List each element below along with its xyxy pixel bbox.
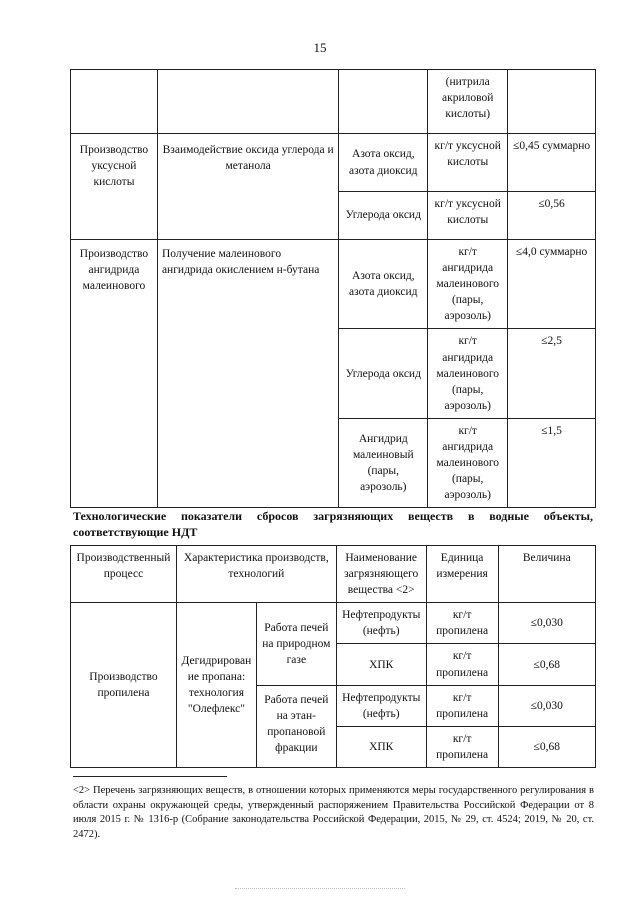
table-header-row	[71, 546, 596, 603]
page-number: 15	[313, 40, 327, 55]
table-row	[71, 134, 596, 192]
value-cell: ≤1,5	[508, 418, 596, 507]
substance-cell: Углерода оксид	[339, 192, 428, 240]
substance-cell: Нефтепродукты (нефть)	[336, 685, 426, 726]
value-cell: ≤0,030	[498, 603, 595, 644]
header-value: Величина	[498, 546, 595, 603]
substance-cell: Азота оксид, азота диоксид	[339, 134, 428, 192]
substance-cell: ХПК	[336, 726, 426, 767]
section-heading-line2: соответствующие НДТ	[73, 525, 198, 540]
unit-cell: кг/т ангидрида малеинового (пары, аэрозоль)	[428, 240, 508, 329]
technology-cell: Получение малеинового ангидрида окислением н-бутана	[157, 240, 338, 508]
discharges-table	[70, 545, 596, 768]
process-cell: Производство пропилена	[71, 603, 177, 768]
header-process: Производственный процесс	[71, 546, 177, 603]
table-row	[71, 70, 596, 134]
value-cell: ≤4,0 суммарно	[508, 240, 596, 329]
unit-cell: кг/т пропилена	[426, 685, 498, 726]
unit-cell: кг/т пропилена	[426, 644, 498, 685]
header-technology: Характеристика производств, технологий	[176, 546, 336, 603]
page-edge-marks	[235, 888, 405, 889]
substance-cell: Азота оксид, азота диоксид	[339, 240, 428, 329]
table-row	[71, 240, 596, 329]
header-substance: Наименование загрязняющего вещества <2>	[336, 546, 426, 603]
technology-cell: Дегидрирован ие пропана: технология "Олефлекс"	[176, 603, 256, 768]
technology-cell: Взаимодействие оксида углерода и метанола	[157, 134, 338, 240]
table-row	[71, 603, 596, 644]
section-heading	[73, 508, 593, 540]
unit-cell: кг/т ангидрида малеинового (пары, аэрозоль)	[428, 329, 508, 418]
header-unit: Единица измерения	[426, 546, 498, 603]
subprocess-cell: Работа печей на природном газе	[256, 603, 336, 685]
substance-cell: ХПК	[336, 644, 426, 685]
process-cell: Производство уксусной кислоты	[71, 134, 158, 240]
unit-cell: кг/т уксусной кислоты	[428, 134, 508, 192]
substance-cell: Углерода оксид	[339, 329, 428, 418]
emissions-table	[70, 69, 596, 508]
unit-cell: кг/т пропилена	[426, 603, 498, 644]
value-cell: ≤0,68	[498, 726, 595, 767]
substance-cell: Ангидрид малеиновый (пары, аэрозоль)	[339, 418, 428, 507]
value-cell: ≤2,5	[508, 329, 596, 418]
value-cell: ≤0,56	[508, 192, 596, 240]
unit-cell: (нитрила акриловой кислоты)	[428, 70, 508, 134]
value-cell: ≤0,45 суммарно	[508, 134, 596, 192]
footnote: <2> Перечень загрязняющих веществ, в отношении которых применяются меры государственного регулирования в области охраны окружающей среды, утвержденный распоряжением Правительства Российской Федерации от 8 июля 2015 г. № 1316-р (Собрание законодательства Российской Федерации, 2015, № 29, ст. 4524; 2019, № 20, ст. 2472).	[73, 785, 594, 841]
substance-cell: Нефтепродукты (нефть)	[336, 603, 426, 644]
process-cell: Производство ангидрида малеинового	[71, 240, 158, 508]
unit-cell: кг/т ангидрида малеинового (пары, аэрозоль)	[428, 418, 508, 507]
value-cell: ≤0,030	[498, 685, 595, 726]
section-heading-line1: Технологические показатели сбросов загрязняющих веществ в водные объекты,	[73, 509, 593, 523]
unit-cell: кг/т уксусной кислоты	[428, 192, 508, 240]
unit-cell: кг/т пропилена	[426, 726, 498, 767]
footnote-separator	[73, 776, 227, 777]
value-cell: ≤0,68	[498, 644, 595, 685]
subprocess-cell: Работа печей на этан-пропановой фракции	[256, 685, 336, 767]
